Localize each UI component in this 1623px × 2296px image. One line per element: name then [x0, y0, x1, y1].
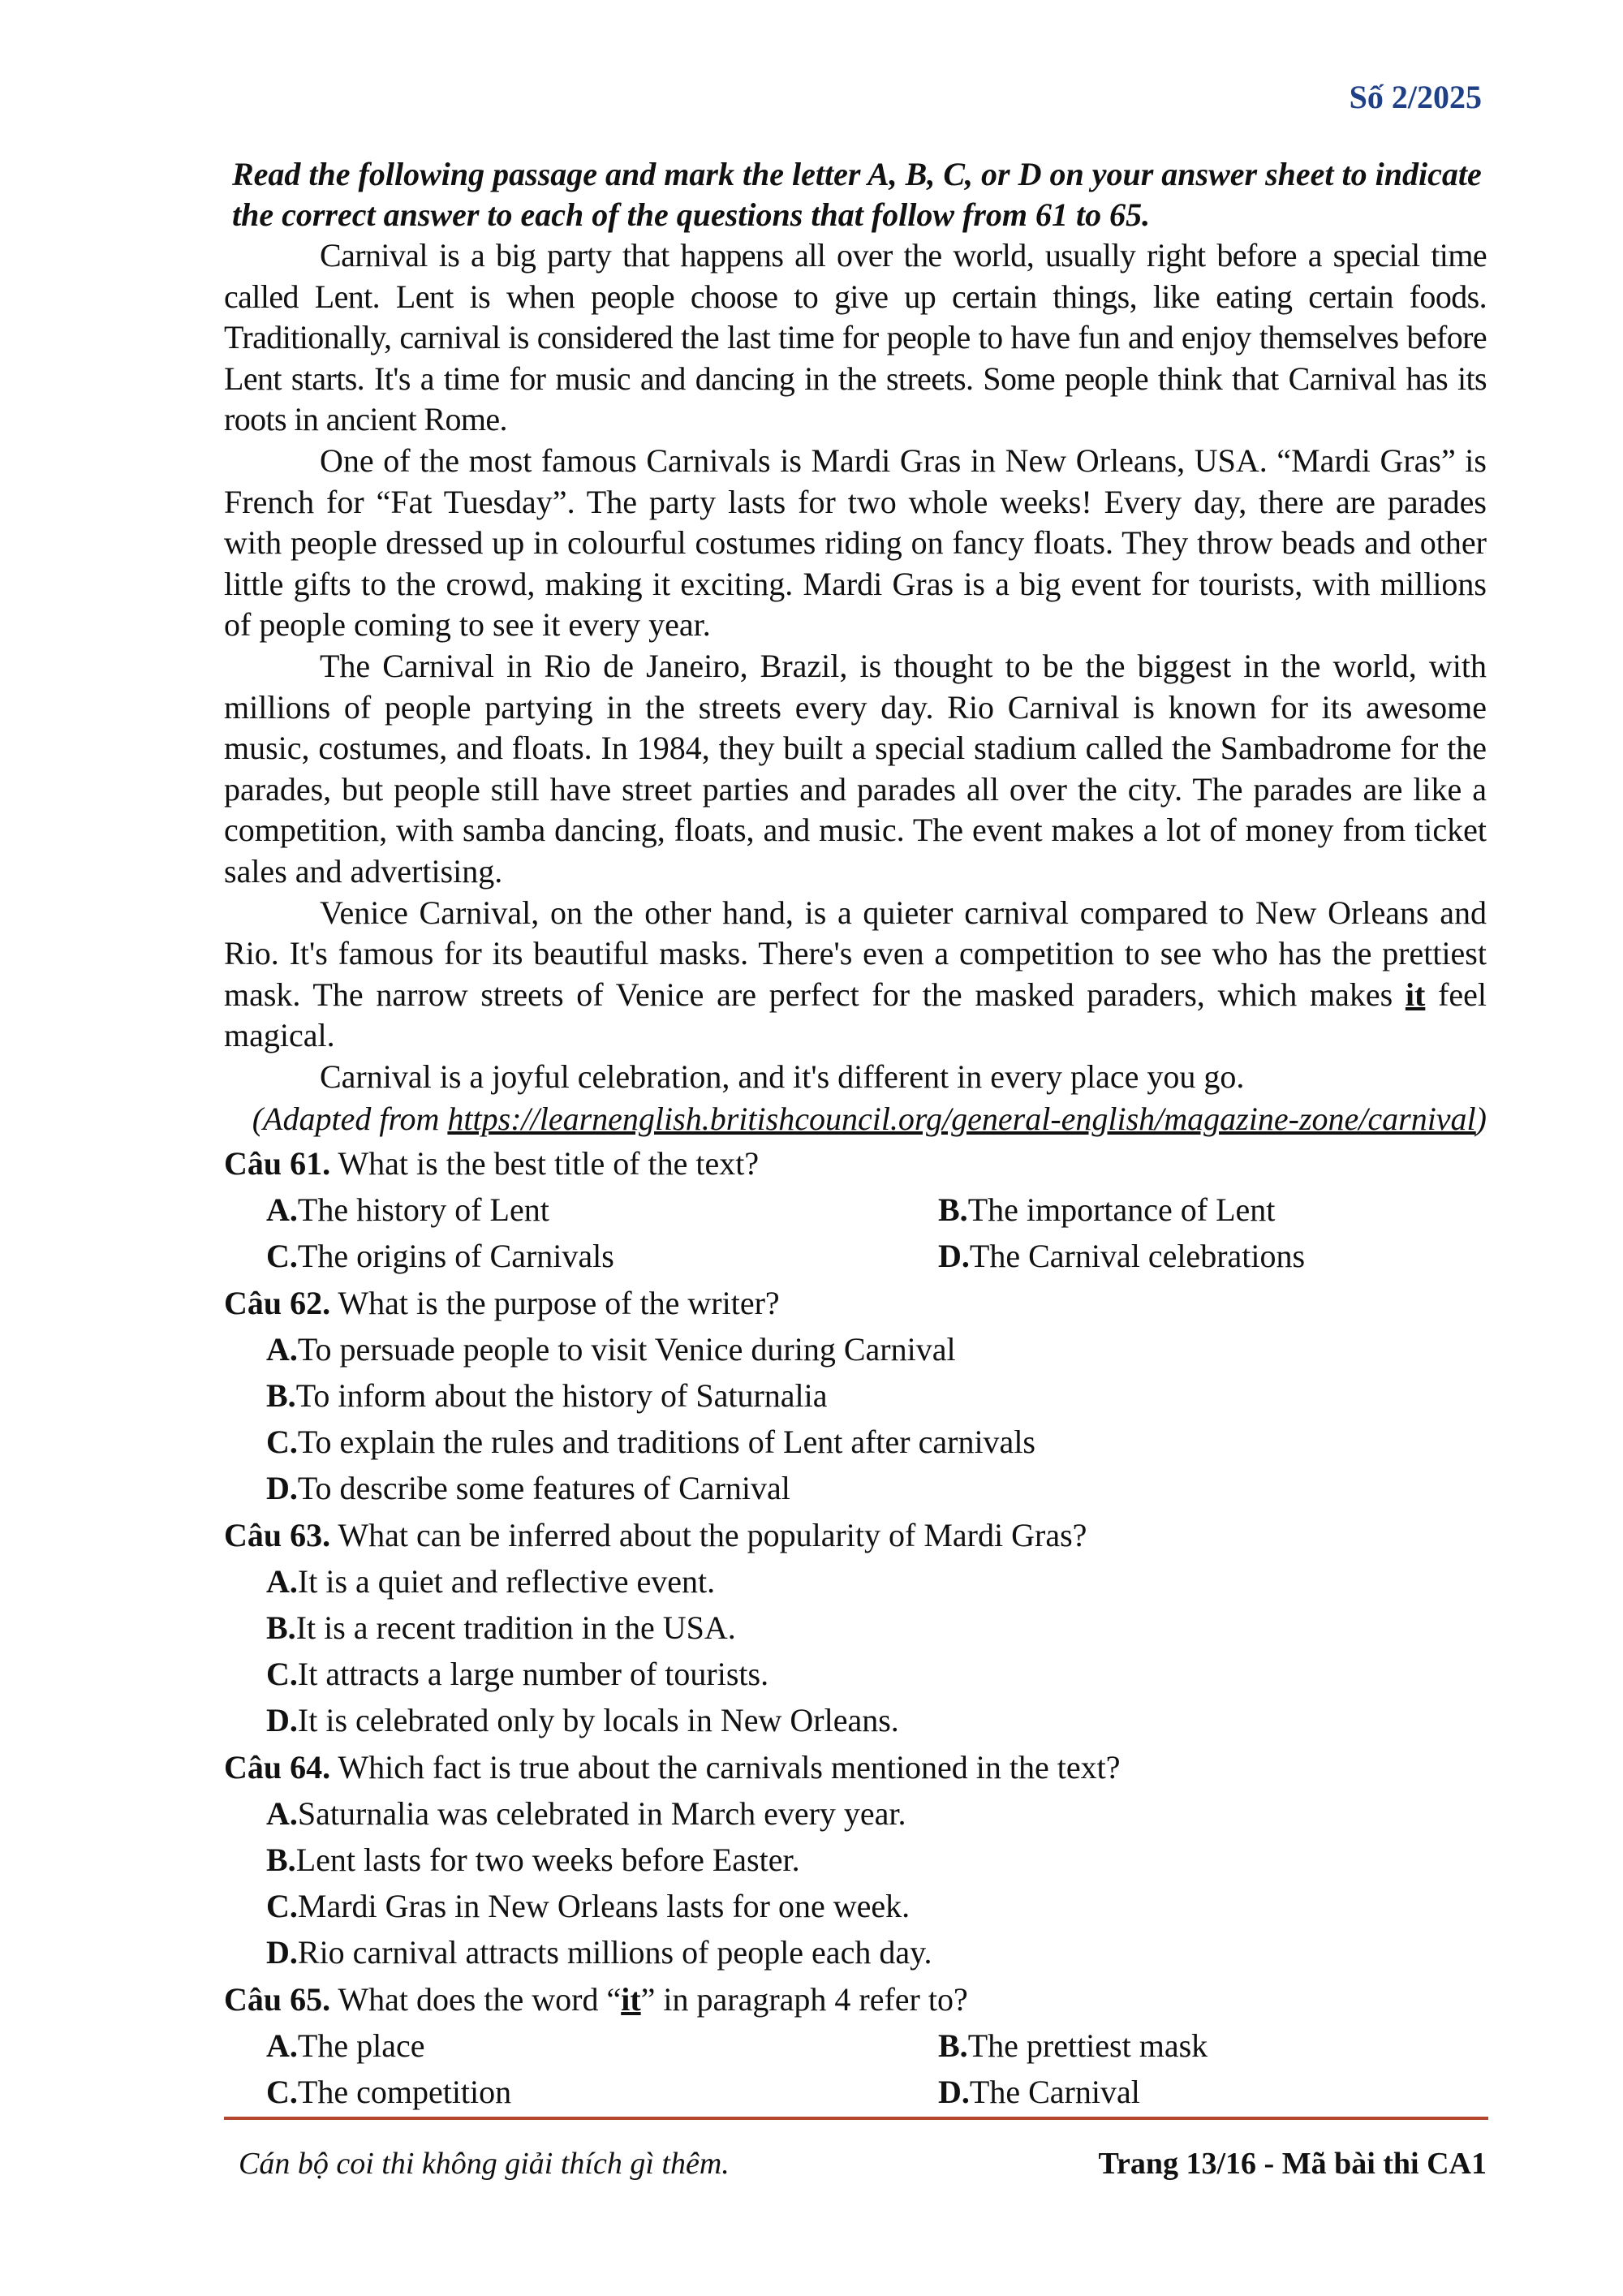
option-text: It attracts a large number of tourists.	[297, 1656, 769, 1693]
option-letter: C.	[266, 1656, 298, 1693]
source-suffix: )	[1475, 1101, 1487, 1138]
option-letter: D.	[266, 1934, 298, 1971]
passage-paragraph-3: The Carnival in Rio de Janeiro, Brazil, is thought to be the biggest in the world, with millions of people partying in the streets every day. Rio Carnival is known for its awesome music, costumes, and floats. In 1984, they built a special stadium called the Sambadrome for the parades, but people still have street parties and parades all over the city. The parades are like a competition, with samba dancing, floats, and music. The event makes a lot of money from ticket sales and advertising.	[224, 647, 1487, 890]
referenced-word-it: it	[1405, 976, 1426, 1013]
option-text: To explain the rules and traditions of Lent after carnivals	[297, 1424, 1035, 1461]
option-letter: C.	[266, 2074, 298, 2111]
question-number: Câu 62.	[224, 1285, 331, 1322]
option-letter: D.	[266, 1702, 298, 1739]
source-citation	[224, 1099, 1487, 1139]
question-63	[224, 1512, 1487, 1743]
question-text: Which fact is true about the carnivals mentioned in the text?	[338, 1749, 1121, 1786]
option-letter: C.	[266, 1888, 298, 1925]
options	[224, 1187, 1487, 1279]
paragraph-4-text: Venice Carnival, on the other hand, is a quieter carnival compared to New Orleans and Rio. It's famous for its beautiful masks. There's even a competition to see who has the prettiest mask. The narrow streets of Venice are perfect for the masked paraders, which makes	[224, 894, 1487, 1013]
option-letter: D.	[938, 2074, 970, 2111]
option-letter: A.	[266, 2027, 298, 2065]
option-letter: C.	[266, 1238, 298, 1275]
option-letter: A.	[266, 1563, 298, 1600]
option-text: To persuade people to visit Venice during Carnival	[297, 1331, 956, 1368]
question-61	[224, 1140, 1487, 1279]
option-b[interactable]	[266, 1605, 1487, 1651]
option-c[interactable]	[266, 1651, 1487, 1697]
question-text: What is the best title of the text?	[338, 1145, 760, 1182]
option-text: To describe some features of Carnival	[297, 1470, 790, 1507]
option-text: The place	[297, 2027, 425, 2065]
question-stem	[224, 1280, 1487, 1326]
question-62	[224, 1280, 1487, 1511]
option-text: It is a quiet and reflective event.	[297, 1563, 716, 1600]
reading-passage	[224, 235, 1487, 1097]
footer-divider	[224, 2117, 1488, 2120]
option-text: The prettiest mask	[967, 2027, 1208, 2065]
option-letter: B.	[266, 1842, 296, 1879]
option-text: The importance of Lent	[967, 1191, 1276, 1229]
option-letter: D.	[266, 1470, 298, 1507]
source-prefix: (Adapted from	[252, 1101, 440, 1138]
question-stem	[224, 1744, 1487, 1790]
option-d[interactable]	[938, 2069, 1487, 2115]
option-text: It is celebrated only by locals in New Orleans.	[297, 1702, 899, 1739]
question-text: What can be inferred about the popularity of Mardi Gras?	[338, 1517, 1087, 1554]
option-letter: A.	[266, 1331, 298, 1368]
question-keyword: it	[621, 1981, 641, 2018]
option-a[interactable]	[266, 2022, 938, 2069]
question-text-end: ” in paragraph 4 refer to?	[640, 1981, 968, 2018]
question-64	[224, 1744, 1487, 1975]
option-letter: B.	[266, 1377, 296, 1415]
question-text: What is the purpose of the writer?	[338, 1285, 780, 1322]
page-info: Trang 13/16 - Mã bài thi CA1	[1098, 2147, 1487, 2181]
option-text: The history of Lent	[297, 1191, 549, 1229]
option-a[interactable]	[266, 1326, 1487, 1372]
option-letter: D.	[938, 1238, 970, 1275]
option-c[interactable]	[266, 2069, 938, 2115]
options	[224, 1326, 1487, 1511]
option-d[interactable]	[266, 1929, 1487, 1975]
option-a[interactable]	[266, 1187, 938, 1233]
passage-paragraph-5: Carnival is a joyful celebration, and it's different in every place you go.	[320, 1058, 1245, 1095]
issue-number: Số 2/2025	[1349, 79, 1482, 115]
source-link[interactable]: https://learnenglish.britishcouncil.org/general-english/magazine-zone/carnival	[447, 1101, 1476, 1138]
option-letter: B.	[938, 2027, 968, 2065]
option-text: It is a recent tradition in the USA.	[295, 1609, 736, 1647]
option-text: Lent lasts for two weeks before Easter.	[295, 1842, 800, 1879]
instruction: Read the following passage and mark the letter A, B, C, or D on your answer sheet to indicate the correct answer to each of the questions that follow from 61 to 65.	[232, 156, 1482, 233]
option-b[interactable]	[938, 2022, 1487, 2069]
question-stem	[224, 1512, 1487, 1558]
exam-content	[224, 154, 1487, 2115]
option-c[interactable]	[266, 1883, 1487, 1929]
option-text: To inform about the history of Saturnalia	[295, 1377, 828, 1415]
option-a[interactable]	[266, 1558, 1487, 1605]
options	[224, 2022, 1487, 2115]
passage-paragraph-2: One of the most famous Carnivals is Mardi Gras in New Orleans, USA. “Mardi Gras” is French for “Fat Tuesday”. The party lasts for two whole weeks! Every day, there are parades with people dressed up in colourful costumes riding on fancy floats. They throw beads and other little gifts to the crowd, making it exciting. Mardi Gras is a big event for tourists, with millions of people coming to see it every year.	[224, 442, 1487, 644]
question-stem	[224, 1140, 1487, 1187]
option-text: Saturnalia was celebrated in March every year.	[297, 1795, 906, 1833]
option-letter: B.	[938, 1191, 968, 1229]
options	[224, 1790, 1487, 1975]
option-text: Rio carnival attracts millions of people each day.	[297, 1934, 932, 1971]
question-number: Câu 65.	[224, 1981, 331, 2018]
question-65	[224, 1976, 1487, 2115]
option-d[interactable]	[938, 1233, 1487, 1279]
option-b[interactable]	[266, 1372, 1487, 1419]
option-text: Mardi Gras in New Orleans lasts for one week.	[297, 1888, 911, 1925]
option-b[interactable]	[938, 1187, 1487, 1233]
option-a[interactable]	[266, 1790, 1487, 1837]
option-d[interactable]	[266, 1697, 1487, 1743]
option-letter: C.	[266, 1424, 298, 1461]
passage-paragraph-4	[224, 893, 1487, 1057]
option-letter: A.	[266, 1795, 298, 1833]
options	[224, 1558, 1487, 1743]
passage-paragraph-1: Carnival is a big party that happens all over the world, usually right before a special time called Lent. Lent is when people choose to give up certain things, like eating certain foods. Traditionally, carnival is considered the last time for people to have fun and enjoy themselves before Lent starts. It's a time for music and dancing in the streets. Some people think that Carnival has its roots in ancient Rome.	[224, 237, 1487, 438]
question-number: Câu 63.	[224, 1517, 331, 1554]
option-letter: A.	[266, 1191, 298, 1229]
option-c[interactable]	[266, 1233, 938, 1279]
question-number: Câu 64.	[224, 1749, 331, 1786]
footer-note: Cán bộ coi thi không giải thích gì thêm.	[239, 2147, 730, 2181]
question-text: What does the word “	[338, 1981, 622, 2018]
option-text: The origins of Carnivals	[297, 1238, 614, 1275]
option-d[interactable]	[266, 1465, 1487, 1511]
option-b[interactable]	[266, 1837, 1487, 1883]
paragraph-4-text-end: feel magical.	[224, 976, 1487, 1054]
option-letter: B.	[266, 1609, 296, 1647]
option-text: The Carnival	[969, 2074, 1140, 2111]
question-stem	[224, 1976, 1487, 2022]
option-text: The competition	[297, 2074, 512, 2111]
question-number: Câu 61.	[224, 1145, 331, 1182]
option-text: The Carnival celebrations	[969, 1238, 1306, 1275]
option-c[interactable]	[266, 1419, 1487, 1465]
